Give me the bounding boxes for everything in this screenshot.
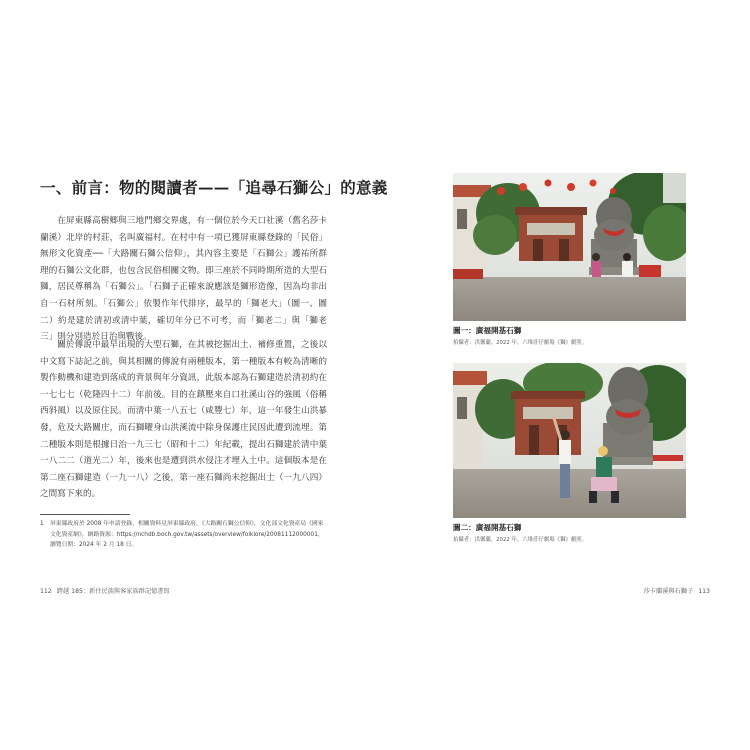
stone-lion-temple-photo: [453, 173, 686, 321]
left-folio: [40, 586, 170, 595]
paragraph-2: [40, 337, 327, 503]
paragraph-2-text: 關於傳說中最早出現的大型石獅，在其被挖掘出土、補修重置，之後以中文寫下誌記之前，與其相關的傳說有兩種版本，第一種版本有較為清晰的製作動機和建造到落成的背景與年分資訊，此版本認為石獅建造於清初約在一七七七（乾隆四十二）年前後。目的在鎮壓來自口社溪山谷的強風（俗稱西斜風）以及原住民。而清中葉一八五七（咸豐七）年，這一年發生山洪暴發，危及大路關庄，而石獅曜身山洪溪流中除身保護庄民因此遭到流埋。第二種版本則是根據日治一九三七（昭和十二）年紀載，提出石獅建於清中葉一八二二（道光二）年，後來也是遭到洪水侵注才埋入土中。這個版本是在第二座石獅建造（一九一八）之後，第一座石獅尚未挖掘出土（一九八四）之間寫下來的。: [40, 340, 327, 500]
left-running-title: 跨越 185：新住民族與客家族群記憶書寫: [56, 588, 170, 595]
right-page: [375, 0, 750, 750]
figure-2-caption: 圖二：廣福開基石獅: [453, 523, 522, 532]
right-page-number: 113: [698, 588, 710, 595]
paragraph-1-text: 在屏東縣高樹鄉與三地門鄉交界處，有一個位於今天口社溪（舊名莎卡蘭溪）北岸的村莊，名叫廣福村。在村中有一項已獲屏東縣登錄的「民俗」無形文化資產──「大路關石獅公信仰」，其內容主要是「石獅公」護祐所群理的石獅公文化群，也包含民俗相關文物。即三座於不同時期所造的大型石獅，居民尊稱為「石獅公」。「石獅子正確來說應該是獅形造像，因為均非出自一石材所刻。「石獅公」依製作年代排序，最早的「獅老大」（圖一、圖二）約是建於清初或清中葉，確切年分已不可考，而「獅老二」與「獅老三」則分別造於日治與戰後。: [40, 216, 327, 343]
figure-1-caption: 圖一：廣福開基石獅: [453, 326, 522, 335]
footnote: [40, 519, 330, 551]
footnote-text: 屏東縣政府於 2008 年申請登錄，相關資料見屏東縣政府，《大路關石獅公信仰》，文化部文化資產局《國家文化資產網》，網路資源：https://nchdb.boch.gov.tw/assets/overview/folklore/20081112000001，瀏覽日期：2024 年 2 月 18 日。: [50, 521, 324, 548]
right-folio: [644, 586, 710, 595]
figure-1-credit: 拍攝者：洪馨蘭，2022 年，六堆莊仔劇場《獅》劇照。: [453, 340, 588, 346]
left-page-number: 112: [40, 588, 52, 595]
stone-lion-performers-photo: [453, 363, 686, 518]
paragraph-1: [40, 213, 327, 346]
footnote-divider: [40, 514, 130, 515]
section-heading: 一、前言：物的閱讀者——「追尋石獅公」的意義: [40, 178, 388, 197]
right-running-title: 莎卡蘭溪與石獅子: [643, 588, 694, 595]
footnote-number: 1: [40, 521, 44, 527]
figure-2-credit: 拍攝者：洪馨蘭，2022 年，六堆莊仔劇場《獅》劇照。: [453, 537, 588, 543]
